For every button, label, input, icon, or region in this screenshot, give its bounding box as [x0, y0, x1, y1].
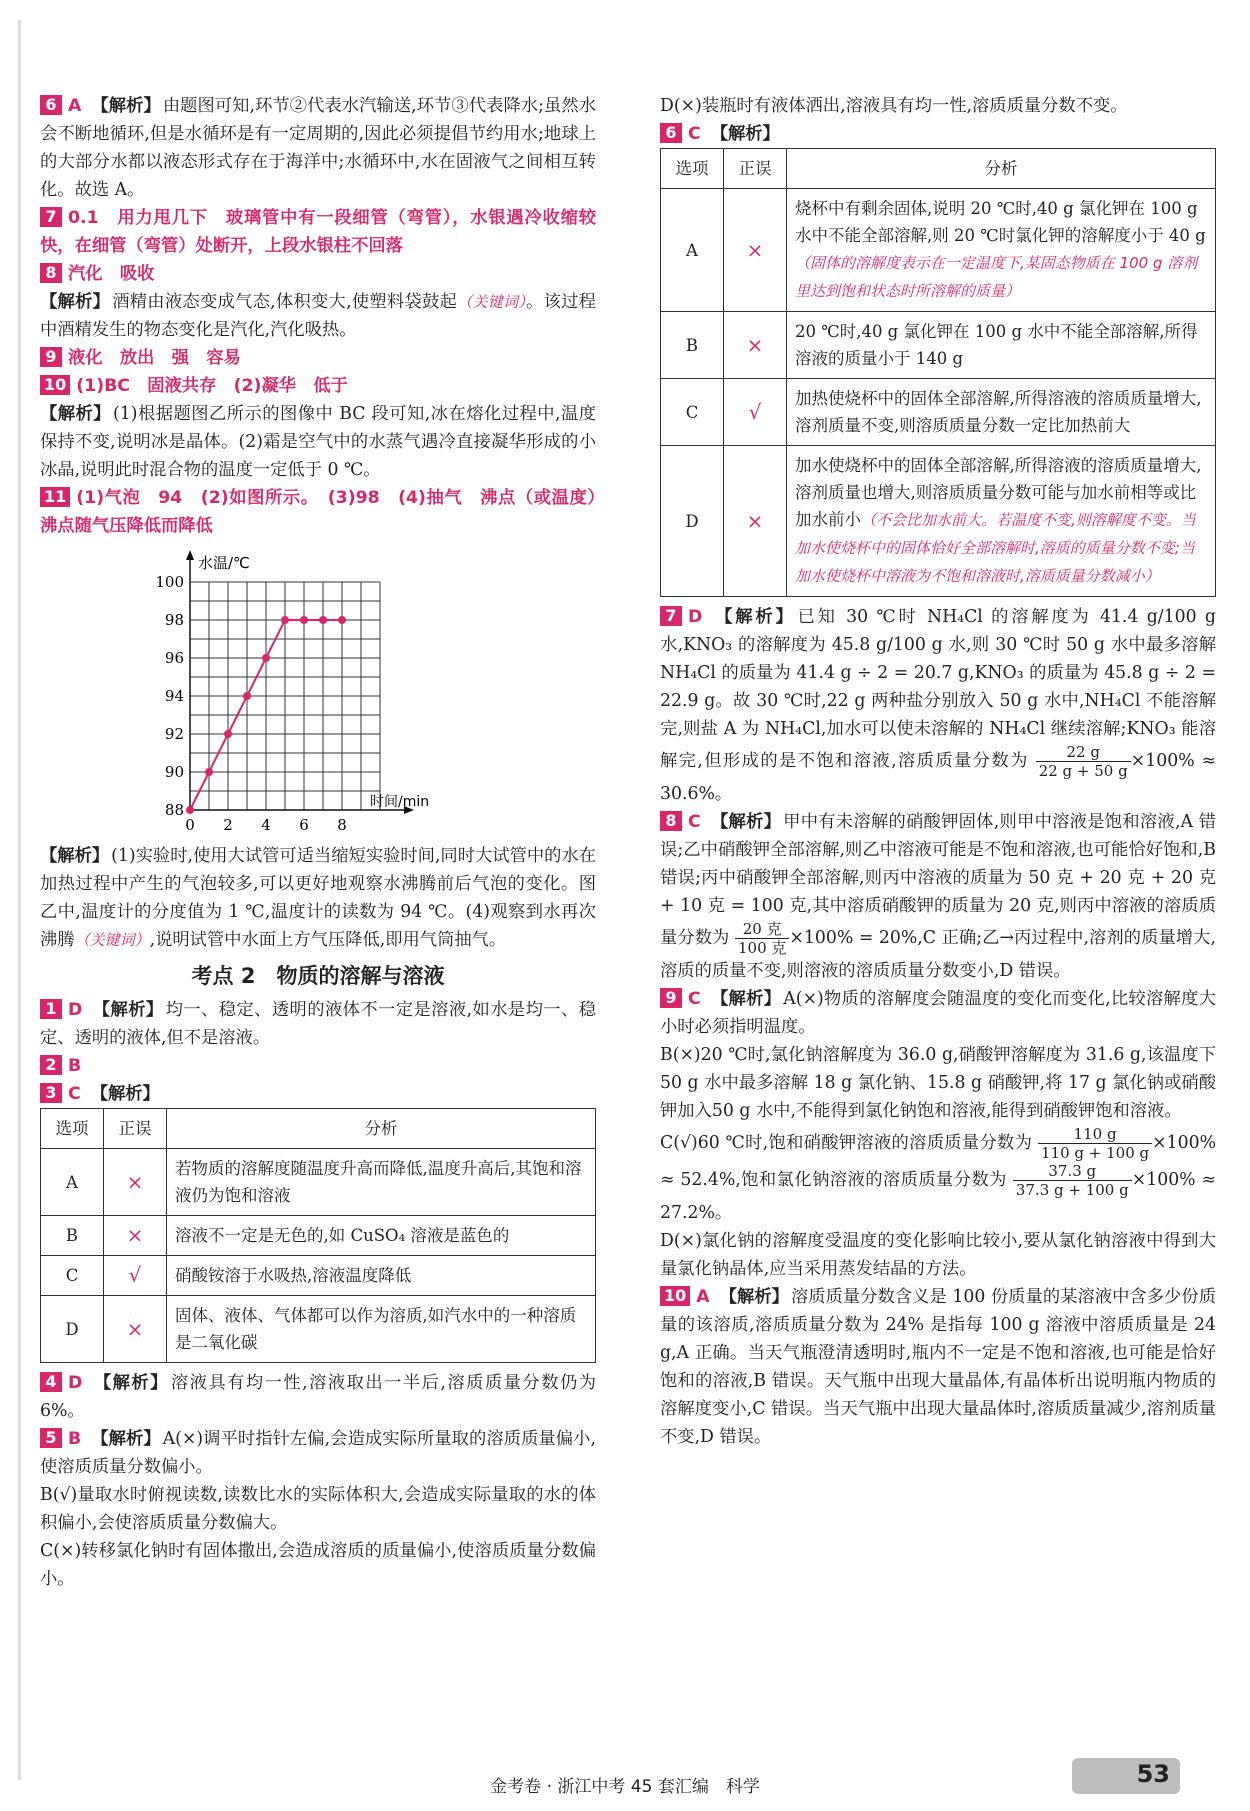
analysis-table-s6 — [660, 148, 1216, 597]
table-row — [41, 1216, 596, 1256]
analysis-text: 烧杯中有剩余固体,说明 20 ℃时,40 g 氯化钾在 100 g 水中不能全部溶解,则 20 ℃时氯化钾的溶解度小于 40 g — [795, 199, 1206, 245]
header-option: 选项 — [661, 149, 724, 189]
analysis-label: 【解析】 — [710, 989, 782, 1009]
analysis-cell: 固体、液体、气体都可以作为溶质,如汽水中的一种溶质是二氧化碳 — [167, 1296, 596, 1363]
question-number: 9 — [660, 988, 682, 1008]
fraction-numerator: 20 克 — [735, 920, 789, 939]
y-tick-label: 98 — [164, 611, 184, 629]
answer-s2 — [40, 1052, 596, 1080]
judgment-mark: × — [104, 1149, 167, 1216]
temperature-chart — [150, 542, 470, 842]
y-tick-label: 100 — [155, 573, 184, 591]
answer-letter: A — [68, 96, 82, 116]
y-tick-label: 94 — [164, 687, 184, 705]
fraction-numerator: 110 g — [1038, 1125, 1152, 1144]
answer-letter: B — [68, 1056, 82, 1076]
analysis-text: 酒精由液态变成气态,体积变大,使塑料袋鼓起 — [112, 292, 458, 312]
x-tick-label: 6 — [299, 816, 309, 834]
data-point — [319, 616, 327, 624]
option-d-text: D(×)氯化钠的溶解度受温度的变化影响比较小,要从氯化钠溶液中得到大量氯化钠晶体,应当采用蒸发结晶的方法。 — [660, 1231, 1216, 1279]
analysis-text: (1)根据题图乙所示的图像中 BC 段可知,冰在熔化过程中,温度保持不变,说明冰是晶体。(2)霜是空气中的水蒸气遇冷直接凝华形成的小冰晶,说明此时混合物的温度一定低于 0 ℃。 — [40, 404, 596, 480]
answer-s6 — [660, 120, 1216, 148]
option-cell: A — [661, 189, 724, 312]
table-header-row — [41, 1109, 596, 1149]
analysis-text-2: ,说明试管中水面上方气压降低,即用气筒抽气。 — [149, 930, 507, 950]
answer-text: (1)BC 固液共存 (2)凝华 低于 — [76, 376, 348, 396]
answer-s8 — [660, 808, 1216, 985]
analysis-label: 【解析】 — [40, 292, 111, 312]
page-number: 53 — [1136, 1760, 1170, 1788]
question-number: 1 — [40, 999, 62, 1019]
left-column — [40, 92, 614, 1593]
option-cell: C — [661, 379, 724, 446]
answer-s3 — [40, 1080, 596, 1108]
table-row — [661, 446, 1216, 597]
answer-q11 — [40, 484, 614, 540]
analysis-text-2: 。该过程中酒精发生的物态变化是汽化,汽化吸热。 — [40, 292, 596, 340]
judgment-mark: √ — [104, 1256, 167, 1296]
analysis-label: 【解析】 — [719, 1287, 789, 1307]
y-tick-label: 92 — [164, 725, 184, 743]
analysis-table-s3 — [40, 1108, 596, 1363]
page-footer: 金考卷 · 浙江中考 45 套汇编 科学 — [490, 1777, 760, 1797]
option-a-text: A(×)物质的溶解度会随温度的变化而变化,比较溶解度大小时必须指明温度。 — [660, 989, 1216, 1037]
option-cell: A — [41, 1149, 104, 1216]
answer-letter: D — [68, 1373, 83, 1393]
fraction — [1036, 743, 1131, 780]
table-row — [41, 1149, 596, 1216]
question-number: 9 — [40, 347, 62, 367]
question-number: 6 — [40, 95, 62, 115]
fraction-denominator: 37.3 g + 100 g — [1015, 1181, 1129, 1199]
header-judgment: 正误 — [724, 149, 787, 189]
answer-letter: A — [696, 1287, 710, 1307]
y-axis-arrow — [186, 550, 194, 560]
question-number: 3 — [40, 1083, 62, 1103]
option-cell: D — [661, 446, 724, 597]
judgment-mark: × — [104, 1296, 167, 1363]
y-axis-label: 水温/℃ — [198, 554, 250, 572]
analysis-label: 【解析】 — [90, 1084, 160, 1104]
analysis-cell: 溶液不一定是无色的,如 CuSO₄ 溶液是蓝色的 — [167, 1216, 596, 1256]
answer-s5-d — [660, 92, 1216, 120]
analysis-q11 — [40, 842, 596, 954]
analysis-cell — [787, 189, 1216, 312]
answer-q6 — [40, 92, 596, 204]
x-tick-label: 8 — [337, 816, 347, 834]
option-cell: B — [41, 1216, 104, 1256]
section-title: 考点 2 物质的溶解与溶液 — [191, 964, 445, 988]
analysis-tail: ×100% ≈ 30.6%。 — [660, 751, 1216, 804]
fraction-denominator: 22 g + 50 g — [1038, 762, 1128, 780]
analysis-label: 【解析】 — [712, 607, 796, 627]
header-judgment: 正误 — [104, 1109, 167, 1149]
handwritten-note: （固体的溶解度表示在一定温度下,某固态物质在 100 g 溶剂里达到饱和状态时所溶解的质量） — [795, 254, 1198, 300]
fraction — [735, 920, 789, 957]
analysis-label: 【解析】 — [40, 846, 110, 866]
table-row — [41, 1256, 596, 1296]
analysis-label: 【解析】 — [92, 1373, 169, 1393]
fraction-numerator: 37.3 g — [1013, 1162, 1132, 1181]
x-tick-label: 2 — [223, 816, 233, 834]
y-tick-label: 96 — [164, 649, 184, 667]
answer-text: 汽化 吸收 — [68, 264, 155, 284]
analysis-label: 【解析】 — [92, 1000, 164, 1020]
question-number: 7 — [660, 606, 682, 626]
data-point — [281, 616, 289, 624]
data-point — [205, 768, 213, 776]
question-number: 8 — [40, 263, 62, 283]
option-a-text: A(×)调平时指针左偏,会造成实际所量取的溶质质量偏小,使溶质质量分数偏小。 — [40, 1429, 596, 1477]
answer-q10 — [40, 372, 596, 484]
analysis-label: 【解析】 — [710, 124, 780, 144]
answer-letter: D — [688, 607, 703, 627]
analysis-text: 由题图可知,环节②代表水汽输送,环节③代表降水;虽然水会不断地循环,但是水循环是有一定周期的,因此必须提倡节约用水;地球上的大部分水都以液态形式存在于海洋中;水循环中,水在固液气之间相互转化。故选 A。 — [40, 96, 596, 200]
data-point — [224, 730, 232, 738]
analysis-text: 溶液具有均一性,溶液取出一半后,溶质质量分数仍为 6%。 — [40, 1373, 596, 1421]
x-axis-label: 时间/min — [370, 794, 430, 810]
question-number: 5 — [40, 1428, 62, 1448]
option-c-text: C(√)60 ℃时,饱和硝酸钾溶液的溶质质量分数为 — [660, 1133, 1033, 1153]
answer-s5 — [40, 1425, 596, 1593]
analysis-text: 已知 30 ℃时 NH₄Cl 的溶解度为 41.4 g/100 g 水,KNO₃ 的溶解度为 45.8 g/100 g 水,则 30 ℃时 50 g 水中最多溶解 NH₄Cl 的质量为 41.4 g ÷ 2 = 20.7 g,KNO₃ 的质量为 45.8 g ÷ 2 = 22.9 g。故 30 ℃时,22 g 两种盐分别放入 50 g 水中,NH₄Cl 不能溶解完,则盐 A 为 NH₄Cl,加水可以使未溶解的 NH₄Cl 继续溶解;KNO₃ 能溶解完,但形成的是不饱和溶液,溶质质量分数为 — [660, 607, 1216, 771]
table-row — [661, 189, 1216, 312]
answer-s10 — [660, 1283, 1216, 1451]
answer-s1 — [40, 996, 596, 1052]
data-point — [243, 692, 251, 700]
page-number-badge — [1072, 1758, 1180, 1794]
question-number: 6 — [660, 123, 682, 143]
option-c-tail: ×100% ≈ 27.2%。 — [660, 1170, 1217, 1223]
analysis-text: 均一、稳定、透明的液体不一定是溶液,如水是均一、稳定、透明的液体,但不是溶液。 — [40, 1000, 596, 1048]
analysis-cell — [787, 446, 1216, 597]
answer-letter: C — [688, 989, 701, 1009]
analysis-cell: 硝酸铵溶于水吸热,溶液温度降低 — [167, 1256, 596, 1296]
answer-q7 — [40, 204, 596, 260]
answer-s7 — [660, 603, 1216, 808]
option-b-text: B(×)20 ℃时,氯化钠溶解度为 36.0 g,硝酸钾溶解度为 31.6 g,该温度下 50 g 水中最多溶解 18 g 氯化钠、15.8 g 硝酸钾,将 17 g 氯化钠或硝酸钾加入50 g 水中,不能得到氯化钠饱和溶液,能得到硝酸钾饱和溶液。 — [660, 1045, 1216, 1121]
data-point — [300, 616, 308, 624]
answer-text: 液化 放出 强 容易 — [68, 348, 241, 368]
answer-text: (1)气泡 94 (2)如图所示。 (3)98 (4)抽气 沸点（或温度） 沸点随气压降低而降低 — [40, 488, 614, 536]
fraction — [1038, 1125, 1152, 1162]
answer-q9 — [40, 344, 596, 372]
answer-q8 — [40, 260, 596, 344]
y-tick-label: 90 — [164, 763, 184, 781]
analysis-tail: ×100% = 20%,C 正确;乙→丙过程中,溶剂的质量增大,溶质的质量不变,则溶液的溶质质量分数变小,D 错误。 — [660, 928, 1216, 981]
answer-letter: C — [68, 1084, 81, 1104]
analysis-cell: 加热使烧杯中的固体全部溶解,所得溶液的溶质质量增大,溶剂质量不变,则溶质质量分数一定比加热前大 — [787, 379, 1216, 446]
option-c-mid: ×100% ≈ 52.4%,饱和氯化钠溶液的溶质质量分数为 — [660, 1133, 1216, 1190]
judgment-mark: × — [724, 189, 787, 312]
x-tick-label: 4 — [261, 816, 271, 834]
fraction-denominator: 110 g + 100 g — [1041, 1144, 1150, 1162]
answer-text: 0.1 用力甩几下 玻璃管中有一段细管（弯管），水银遇冷收缩较快，在细管（弯管）处断开，上段水银柱不回落 — [40, 208, 596, 256]
keyword-note: （关键词） — [74, 931, 150, 949]
fraction — [1013, 1162, 1132, 1199]
analysis-text: 加水使烧杯中的固体全部溶解,所得溶液的溶质质量增大,溶剂质量也增大,则溶质质量分数可能与加水前相等或比加水前小 — [795, 456, 1202, 529]
table-row — [661, 379, 1216, 446]
right-column — [660, 92, 1216, 1451]
answer-s4 — [40, 1369, 596, 1425]
table-row — [661, 312, 1216, 379]
question-number: 7 — [40, 207, 62, 227]
judgment-mark: × — [724, 446, 787, 597]
question-number: 11 — [40, 487, 70, 507]
answer-letter: C — [688, 812, 701, 832]
header-analysis: 分析 — [167, 1109, 596, 1149]
option-cell: C — [41, 1256, 104, 1296]
x-tick-label: 0 — [185, 816, 195, 834]
page-edge — [18, 20, 21, 1780]
answer-letter: B — [68, 1429, 82, 1449]
y-tick-label: 88 — [164, 801, 184, 819]
header-option: 选项 — [41, 1109, 104, 1149]
option-c-text: C(×)转移氯化钠时有固体撒出,会造成溶质的质量偏小,使溶质质量分数偏小。 — [40, 1541, 596, 1589]
judgment-mark: √ — [724, 379, 787, 446]
analysis-text: 甲中有未溶解的硝酸钾固体,则甲中溶液是饱和溶液,A 错误;乙中硝酸钾全部溶解,则乙中溶液可能是不饱和溶液,也可能恰好饱和,B 错误;丙中硝酸钾全部溶解,则丙中溶液的质量为 50 克 + 20 克 + 20 克 + 10 克 = 100 克,其中溶质硝酸钾的质量为 20 克,则丙中溶液的溶质质量分数为 — [660, 812, 1216, 948]
table-header-row — [661, 149, 1216, 189]
analysis-label: 【解析】 — [710, 812, 782, 832]
question-number: 10 — [660, 1286, 690, 1306]
question-number: 10 — [40, 375, 70, 395]
analysis-cell: 20 ℃时,40 g 氯化钾在 100 g 水中不能全部溶解,所得溶液的质量小于 140 g — [787, 312, 1216, 379]
analysis-label: 【解析】 — [40, 404, 112, 424]
question-number: 8 — [660, 811, 682, 831]
option-b-text: B(√)量取水时俯视读数,读数比水的实际体积大,会造成实际量取的水的体积偏小,会使溶质质量分数偏大。 — [40, 1485, 596, 1533]
table-row — [41, 1296, 596, 1363]
handwritten-note: （不会比加水前大。若温度不变,则溶解度不变。当加水使烧杯中的固体恰好全部溶解时,溶质的质量分数不变;当加水使烧杯中溶液为不饱和溶液时,溶质质量分数减小） — [795, 511, 1196, 585]
header-analysis: 分析 — [787, 149, 1216, 189]
option-cell: D — [41, 1296, 104, 1363]
data-point — [186, 806, 194, 814]
answer-letter: C — [688, 124, 701, 144]
option-cell: B — [661, 312, 724, 379]
keyword-note: （关键词） — [457, 293, 527, 311]
question-number: 4 — [40, 1372, 62, 1392]
question-number: 2 — [40, 1055, 62, 1075]
data-point — [338, 616, 346, 624]
analysis-label: 【解析】 — [91, 96, 161, 116]
option-d-text: D(×)装瓶时有液体洒出,溶液具有均一性,溶质质量分数不变。 — [660, 96, 1128, 116]
analysis-text: (1)实验时,使用大试管可适当缩短实验时间,同时大试管中的水在加热过程中产生的气泡较多,可以更好地观察水沸腾前后气泡的变化。图乙中,温度计的分度值为 1 ℃,温度计的读数为 94 ℃。(4)观察到水再次沸腾 — [40, 846, 596, 950]
answer-letter: D — [68, 1000, 83, 1020]
fraction-numerator: 22 g — [1036, 743, 1131, 762]
judgment-mark: × — [724, 312, 787, 379]
answer-s9 — [660, 985, 1216, 1283]
data-point — [262, 654, 270, 662]
analysis-cell: 若物质的溶解度随温度升高而降低,温度升高后,其饱和溶液仍为饱和溶液 — [167, 1149, 596, 1216]
fraction-denominator: 100 克 — [737, 939, 787, 957]
analysis-text: 溶质质量分数含义是 100 份质量的某溶液中含多少份质量的该溶质,溶质质量分数为 24% 是指每 100 g 溶液中溶质质量是 24 g,A 正确。当天气瓶澄清透明时,瓶内不一定是不饱和溶液,也可能是恰好饱和的溶液,B 错误。天气瓶中出现大量晶体,有晶体析出说明瓶内物质的溶解度变小,C 错误。当天气瓶中出现大量晶体时,溶质质量减少,溶剂质量不变,D 错误。 — [660, 1287, 1216, 1447]
judgment-mark: × — [104, 1216, 167, 1256]
analysis-label: 【解析】 — [91, 1429, 161, 1449]
